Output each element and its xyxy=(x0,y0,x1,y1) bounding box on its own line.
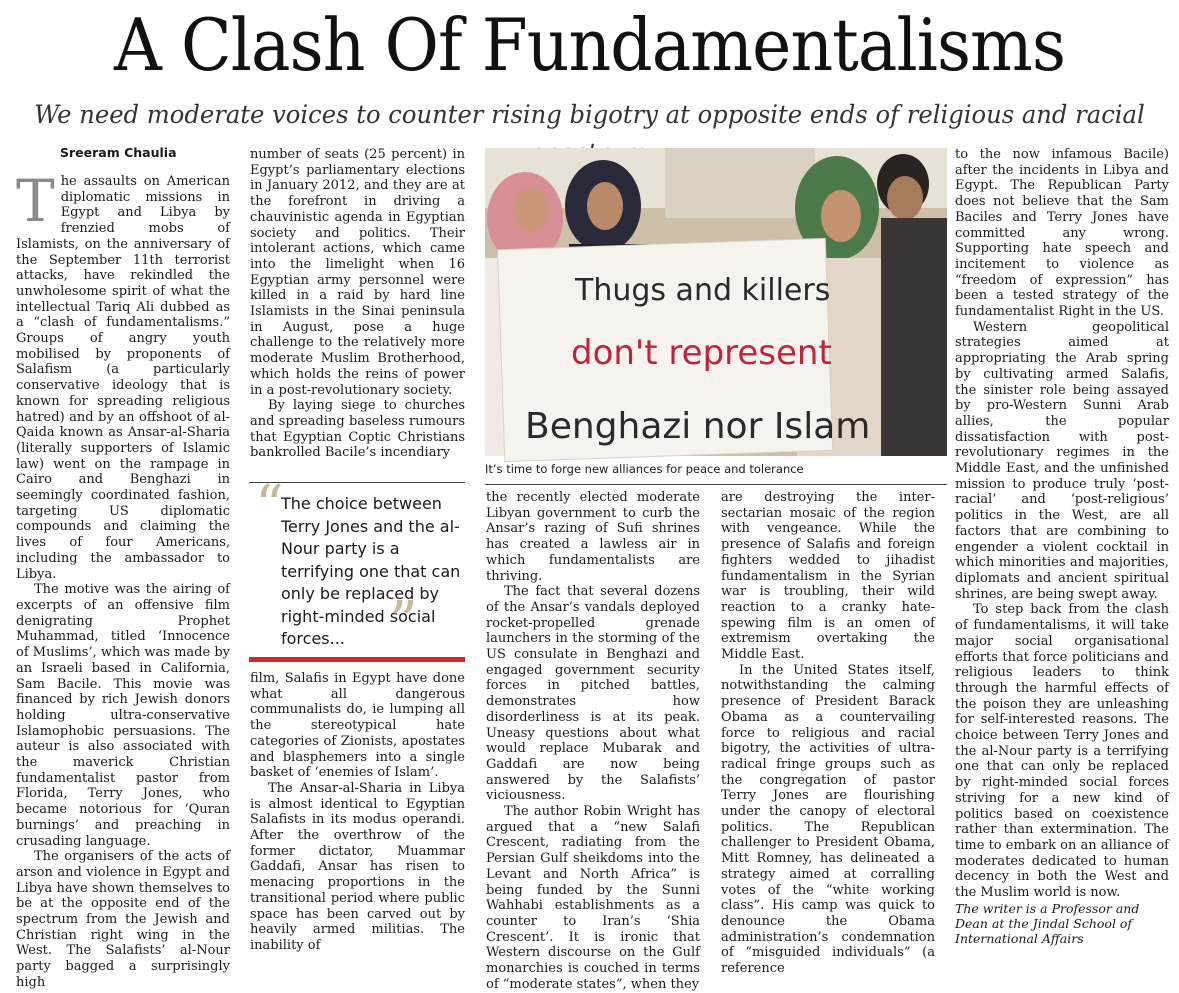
paragraph: To step back from the clash of fundamentalisms, it will take major social organisational efforts that force politicians and religious leaders to think through the harmful effects of the poison they are unleashing for self-interested reasons. The choice between Terry Jones and the al-Nour party is a terrifying one that can only be replaced by right-minded social forces striving for a new kind of politics based on coexistence rather than extermination. The time to embark on an alliance of moderates dedicated to human decency in both the West and the Muslim world is now. xyxy=(955,602,1169,901)
byline: Sreeram Chaulia xyxy=(60,145,177,160)
paragraph: In the United States itself, notwithstanding the calming presence of President Barack Obama as a countervailing force to religious and racial bigotry, the activities of ultra-radical fringe groups such as the congregation of pastor Terry Jones are flourishing under the canopy of electoral politics. The Republican challenger to President Obama, Mitt Romney, has delineated a strategy aimed at corralling votes of the “white working class”. His camp was quick to denounce the Obama administration’s condemnation of “misguided individuals” (a reference xyxy=(721,662,935,977)
paragraph: Western geopolitical strategies aimed at appropriating the Arab spring by cultivating armed Salafis, the sinister role being assayed by pro-Western Sunni Arab allies, the popular dissatisfaction with post-revolutionary regimes in the Middle East, and the unfinished mission to produce truly ‘post-racial’ and ‘post-religious’ politics in the West, are all factors that are combining to engender a violent cocktail in which minorities and majorities, diplomats and ancient spiritual shrines, are being swept away. xyxy=(955,319,1169,602)
pull-quote-text: The choice between Terry Jones and the al-Nour party is a terrifying one that can only be replaced by right-minded social forces... xyxy=(281,494,461,648)
sign-line-3: Benghazi nor Islam xyxy=(525,406,871,447)
paragraph: The assaults on American diplomatic missions in Egypt and Libya by frenzied mobs of Islamists, on the anniversary of the September 11th terrorist attacks, have rekindled the unwholesome spirit of what the intellectual Tariq Ali dubbed as a “clash of fundamentalisms.” Groups of angry youth mobilised by proponents of Salafism (a particularly conservative ideology that is known for spreading religious hatred) and by an offshoot of al-Qaida known as Ansar-al-Sharia (literally supporters of Islamic law) went on the rampage in Cairo and Benghazi in seemingly coordinated fashion, targeting US diplomatic compounds and claiming the lives of four Americans, including the ambassador to Libya. xyxy=(16,167,230,582)
paragraph: The organisers of the acts of arson and violence in Egypt and Libya have shown themselves to be at the opposite end of the spectrum from the Jewish and Christian right wing in the West. The Salafists’ al-Nour party bagged a surprisingly high xyxy=(16,849,230,990)
paragraph: By laying siege to churches and spreading baseless rumours that Egyptian Coptic Christians bankrolled Bacile’s incendiary xyxy=(250,398,465,461)
protest-photo xyxy=(485,148,947,456)
paragraph: The motive was the airing of excerpts of an offensive film denigrating Prophet Muhammad, titled ‘Innocence of Muslims’, which was made by an Israeli based in California, Sam Bacile. This movie was financed by rich Jewish donors holding ultra-conservative Islamophobic persuasions. The auteur is also associated with the maverick Christian fundamentalist pastor from Florida, Terry Jones, who became notorious for ‘Quran burnings’ and preaching in crusading language. xyxy=(16,582,230,849)
paragraph: the recently elected moderate Libyan government to curb the Ansar’s razing of Sufi shrines has created a lawless air in which fundamentalists are thriving. xyxy=(486,490,700,584)
paragraph: The Ansar-al-Sharia in Libya is almost identical to Egyptian Salafists in its modus operandi. After the overthrow of the former dictator, Muammar Gaddafi, Ansar has risen to menacing proportions in the transitional period where public space has been carved out by heavily armed militias. The inability of xyxy=(250,780,465,953)
article-column-1 xyxy=(16,144,230,990)
headline: A Clash Of Fundamentalisms xyxy=(113,3,1066,87)
paragraph: are destroying the inter-sectarian mosaic of the region with vengeance. While the presence of Salafis and foreign fighters wedded to jihadist fundamentalism in the Syrian war is troubling, their wild reaction to a cranky hate-spewing film is an omen of extremism overtaking the Middle East. xyxy=(721,490,935,663)
article-column-2-bottom xyxy=(250,671,465,956)
sign-line-1: Thugs and killers xyxy=(575,273,831,308)
pull-quote-accent-bar xyxy=(249,657,465,662)
drop-cap: T xyxy=(16,167,55,235)
open-quote-mark-icon: “ xyxy=(255,474,284,539)
article-column-2-top xyxy=(250,147,465,475)
paragraph: film, Salafis in Egypt have done what all dangerous communalists do, ie lumping all the stereotypical hate categories of Zionists, apostates and blasphemers into a single basket of ‘enemies of Islam’. xyxy=(250,671,465,781)
sign-line-2: don't represent xyxy=(571,333,832,373)
photo-caption: It’s time to forge new alliances for peace and tolerance xyxy=(485,460,947,485)
paragraph: The author Robin Wright has argued that a “new Salafi Crescent, radiating from the Persian Gulf sheikdoms into the Levant and North Africa” is being funded by the Sunni Wahhabi establishments as a counter to Iran’s ‘Shia Crescent’. It is ironic that Western discourse on the Gulf monarchies is couched in terms of “moderate states”, when they xyxy=(486,804,700,992)
pull-quote xyxy=(249,474,465,663)
paragraph: The fact that several dozens of the Ansar’s vandals deployed rocket-propelled grenade launchers in the storming of the US consulate in Benghazi and engaged government security forces in pitched battles, demonstrates how disorderliness is at its peak. Uneasy questions about what would replace Mubarak and Gaddafi are now being answered by the Salafists’ viciousness. xyxy=(486,584,700,804)
article-column-3 xyxy=(486,490,700,992)
subheadline: We need moderate voices to counter rising bigotry at opposite ends of religious and racial xyxy=(34,100,1145,129)
paragraph: to the now infamous Bacile) after the incidents in Libya and Egypt. The Republican Party does not believe that the Sam Baciles and Terry Jones have committed any wrong. Supporting hate speech and incitement to violence as “freedom of expression” has been a tested strategy of the fundamentalist Right in the US. xyxy=(955,147,1169,320)
article-column-4 xyxy=(721,490,935,977)
paragraph: number of seats (25 percent) in Egypt’s parliamentary elections in January 2012, and they are at the forefront in driving a chauvinistic agenda in Egyptian society and politics. Their intolerant actions, which came into the limelight when 16 Egyptian army personnel were killed in a raid by hard line Islamists in the Sinai peninsula in August, pose a huge challenge to the relatively more moderate Muslim Brotherhood, which holds the reins of power in a post-revolutionary society. xyxy=(250,147,465,398)
author-credit: The writer is a Professor and Dean at the Jindal School of International Affairs xyxy=(955,900,1140,946)
protest-photo-illustration xyxy=(485,148,947,456)
close-quote-mark-icon: ” xyxy=(389,590,418,655)
article-column-5 xyxy=(955,147,1169,956)
